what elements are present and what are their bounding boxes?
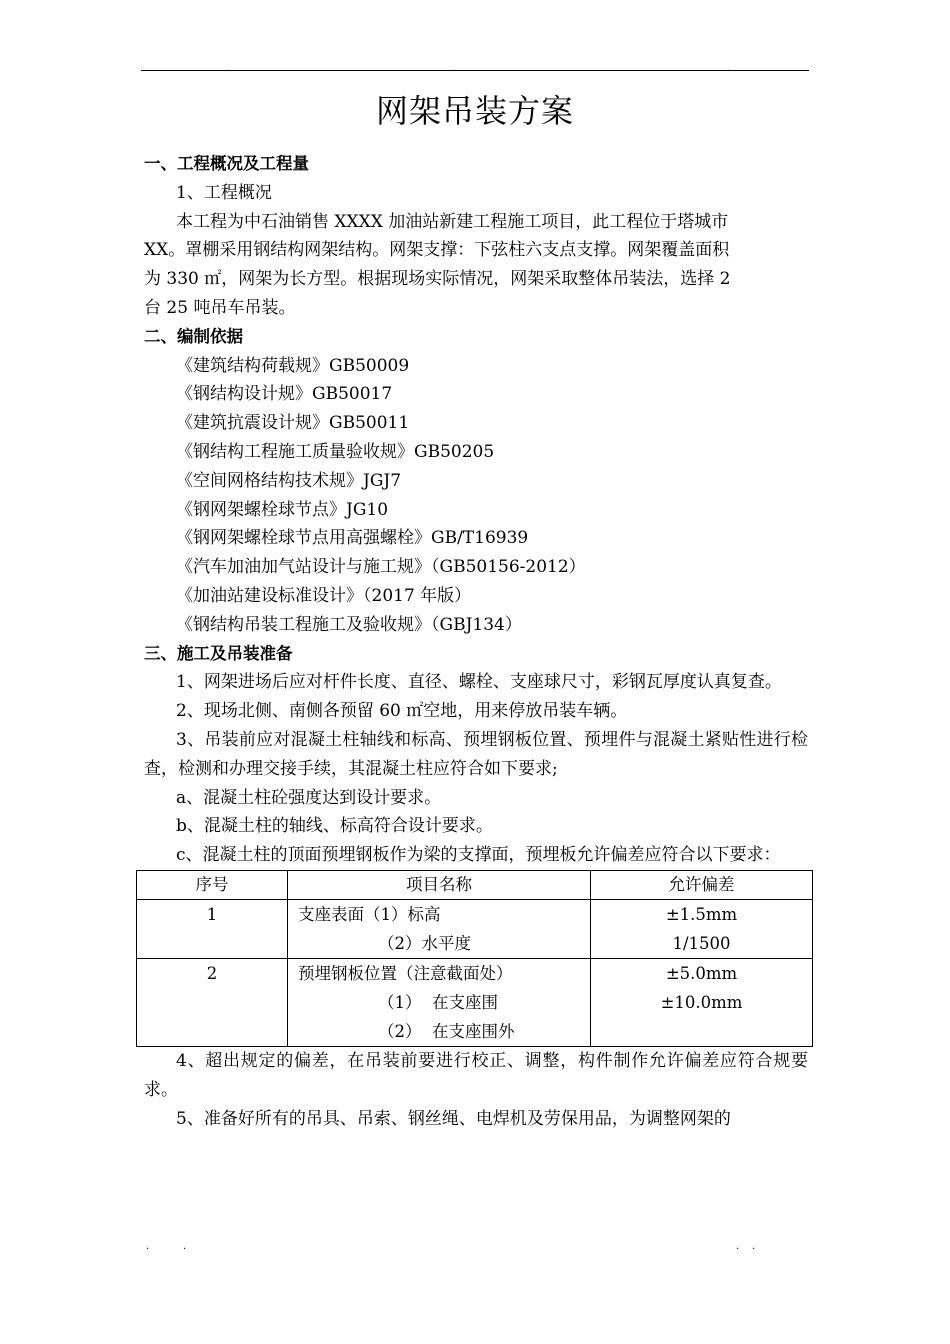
prep-paragraph-5: 5、准备好所有的吊具、吊索、钢丝绳、电焊机及劳保用品，为调整网架的	[176, 1108, 731, 1129]
prep-paragraph-4: 4、超出规定的偏差，在吊装前要进行校正、调整，构件制作允许偏差应符合规要求。	[144, 1050, 808, 1100]
row-item-name	[288, 958, 591, 1046]
overview-line-1: 本工程为中石油销售 XXXX 加油站新建工程施工项目，此工程位于塔城市	[176, 211, 729, 232]
table-row	[137, 899, 813, 958]
row-number: 1	[137, 899, 288, 958]
header-rule	[141, 70, 809, 71]
item-name-line: （1） 在支座围	[378, 992, 498, 1012]
footer-dot: .	[752, 1241, 756, 1252]
basis-item: 《钢结构吊装工程施工及验收规》（GBJ134）	[176, 614, 522, 635]
table-header: 序号	[137, 870, 288, 899]
overview-line-2: XX。罩棚采用钢结构网架结构。网架支撑：下弦柱六支点支撑。网架覆盖面积	[144, 240, 730, 261]
item-name-line: 支座表面（1）标高	[298, 904, 441, 924]
header-dot: .	[727, 63, 731, 74]
tolerance-value: 1/1500	[672, 933, 731, 953]
row-tolerance	[591, 899, 813, 958]
row-tolerance	[591, 958, 813, 1046]
document-title: 网架吊装方案	[375, 92, 574, 130]
overview-line-3: 为 330 ㎡，网架为长方型。根据现场实际情况，网架采取整体吊装法，选择 2	[144, 269, 731, 290]
tolerance-table	[136, 870, 813, 1047]
footer-dot: .	[146, 1241, 150, 1252]
table-header-row	[137, 870, 813, 899]
footer-dot: .	[736, 1241, 740, 1252]
tolerance-value: ±10.0mm	[660, 992, 743, 1012]
prep-item-a: a、混凝土柱砼强度达到设计要求。	[176, 787, 442, 808]
header-dot: .	[453, 63, 457, 74]
tolerance-value: ±1.5mm	[665, 904, 738, 924]
section-heading-basis: 二、编制依据	[144, 326, 243, 346]
table-row	[137, 958, 813, 1046]
section-heading-preparation: 三、施工及吊装准备	[144, 643, 293, 663]
document-body	[144, 150, 808, 1133]
prep-paragraph-1: 1、网架进场后应对杆件长度、直径、螺栓、支座球尺寸，彩钢瓦厚度认真复查。	[176, 672, 782, 693]
item-name-line: 预埋钢板位置（注意截面处）	[298, 963, 513, 983]
prep-paragraph-2: 2、现场北侧、南侧各预留 60 ㎡空地，用来停放吊装车辆。	[176, 701, 628, 722]
header-dot: .	[227, 63, 231, 74]
tolerance-value: ±5.0mm	[665, 963, 738, 983]
subheading-project-overview: 1、工程概况	[176, 182, 272, 203]
basis-item: 《建筑抗震设计规》GB50011	[176, 413, 410, 434]
basis-item: 《钢网架螺栓球节点》JG10	[176, 499, 389, 520]
basis-item: 《钢结构设计规》GB50017	[176, 384, 393, 405]
overview-line-4: 台 25 吨吊车吊装。	[144, 297, 296, 318]
item-name-line: （2） 在支座围外	[378, 1021, 515, 1041]
item-name-line: （2）水平度	[378, 933, 471, 953]
prep-item-b: b、混凝土柱的轴线、标高符合设计要求。	[176, 816, 493, 837]
basis-item: 《钢网架螺栓球节点用高强螺栓》GB/T16939	[176, 528, 529, 549]
table-header: 允许偏差	[591, 870, 813, 899]
basis-item: 《汽车加油加气站设计与施工规》（GB50156-2012）	[176, 557, 586, 578]
row-number: 2	[137, 958, 288, 1046]
basis-item: 《钢结构工程施工质量验收规》GB50205	[176, 441, 495, 462]
section-heading-overview: 一、工程概况及工程量	[144, 154, 309, 173]
prep-item-c: c、混凝土柱的顶面预埋钢板作为梁的支撑面，预埋板允许偏差应符合以下要求：	[176, 845, 781, 866]
basis-item: 《空间网格结构技术规》JGJ7	[176, 470, 402, 491]
row-item-name	[288, 899, 591, 958]
footer-dot: .	[183, 1241, 187, 1252]
prep-paragraph-3: 3、吊装前应对混凝土柱轴线和标高、预埋钢板位置、预埋件与混凝土紧贴性进行检查，检测和办理交接手续，其混凝土柱应符合如下要求;	[144, 729, 808, 779]
table-header: 项目名称	[288, 870, 591, 899]
basis-item: 《加油站建设标准设计》（2017 年版）	[176, 585, 472, 606]
basis-item: 《建筑结构荷载规》GB50009	[176, 355, 410, 376]
